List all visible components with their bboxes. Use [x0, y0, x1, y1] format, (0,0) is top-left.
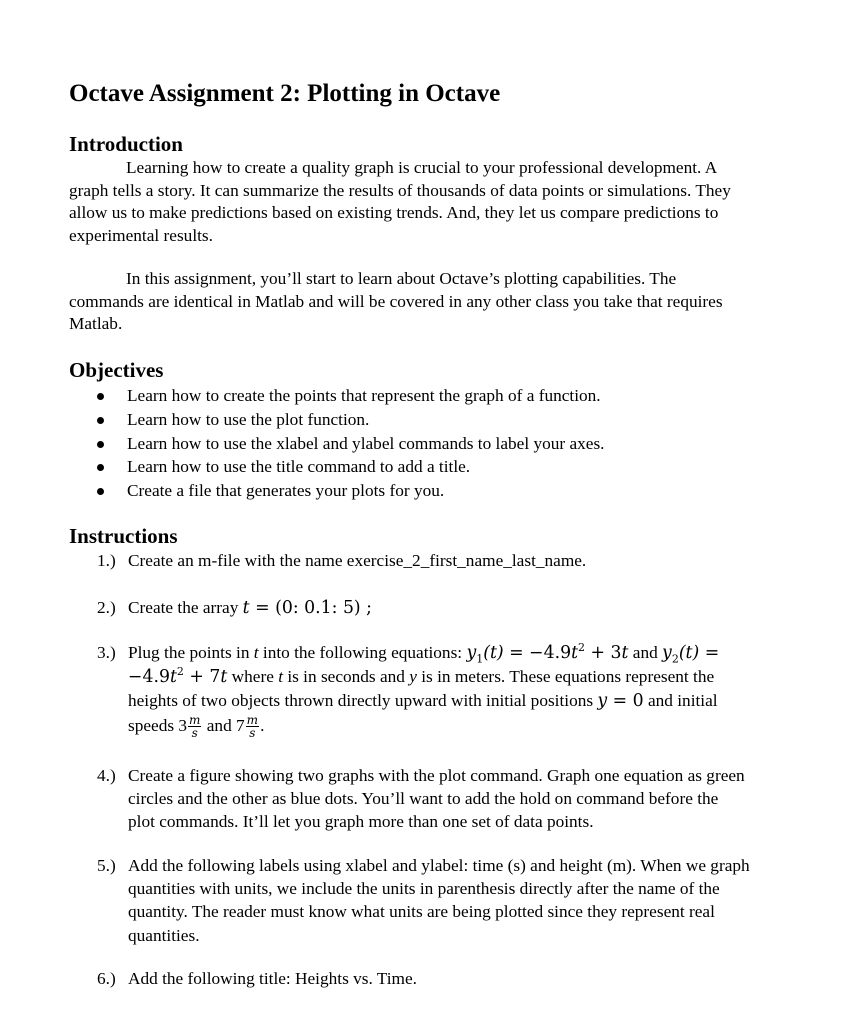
step-number: 1.) [97, 551, 116, 570]
list-item-text: Learn how to use the plot function. [127, 409, 370, 429]
math-expression: −4.9 [128, 667, 170, 688]
step-number: 5.) [97, 856, 116, 875]
step-text-line: quantities. [128, 925, 200, 945]
step-text-part: speeds 3 [128, 715, 188, 735]
introduction-paragraph-1 [69, 157, 819, 247]
instructions-heading: Instructions [69, 524, 178, 548]
math-variable: t [242, 598, 250, 618]
math-expression: + 7 [183, 667, 221, 688]
fraction-numerator: m [189, 713, 201, 728]
bullet-icon [97, 464, 104, 471]
step-number: 4.) [97, 766, 116, 785]
math-variable: y [409, 667, 417, 687]
step-text [128, 596, 372, 620]
text-line: allow us to make predictions based on existing trends. And, they let us compare predictions to [69, 203, 719, 222]
step-text-line: Add the following labels using xlabel and ylabel: time (s) and height (m). When we graph [128, 856, 750, 875]
math-superscript: 2 [578, 641, 586, 655]
step-text-line [128, 689, 719, 713]
fraction-denominator: s [191, 726, 198, 741]
bullet-icon [97, 393, 104, 400]
math-subscript: 1 [476, 652, 484, 666]
math-variable: t [253, 643, 259, 662]
step-number: 6.) [97, 969, 116, 988]
step-text-part: is in seconds and [283, 667, 410, 687]
math-expression: = (0: 0.1: 5) ; [249, 598, 372, 618]
step-number: 2.) [97, 598, 116, 617]
step-text-line [128, 641, 719, 665]
math-expression: = 0 [607, 691, 644, 712]
step-text-line [128, 665, 719, 689]
bullet-icon [97, 417, 104, 424]
text-line: commands are identical in Matlab and will be covered in any other class you take that requires [69, 291, 723, 311]
step-text-line: plot commands. It’ll let you graph more than one set of data points. [128, 812, 594, 832]
step-text-part: and [628, 643, 663, 662]
bullet-icon [97, 441, 104, 448]
bullet-icon [97, 488, 104, 495]
math-expression: (t) [678, 643, 700, 663]
fraction-numerator: m [246, 713, 259, 728]
math-variable: t [278, 667, 284, 687]
step-text-line [128, 714, 719, 740]
step-text: Create an m-file with the name exercise_2_first_name_last_name. [128, 551, 587, 570]
document-title: Octave Assignment 2: Plotting in Octave [69, 80, 501, 107]
step-text: Add the following title: Heights vs. Time. [128, 969, 417, 988]
objectives-heading: Objectives [69, 358, 164, 382]
list-item-text: Create a file that generates your plots for you. [127, 481, 445, 501]
math-expression: + 3 [585, 643, 622, 663]
introduction-paragraph-2 [69, 268, 819, 336]
math-variable: t [220, 667, 228, 688]
list-item-text: Learn how to create the points that represent the graph of a function. [127, 386, 601, 405]
step-text-part: into the following equations: [258, 643, 467, 662]
text-line: Matlab. [69, 314, 123, 333]
fraction [188, 714, 201, 739]
text-line: In this assignment, you’ll start to learn about Octave’s plotting capabilities. The [126, 269, 677, 288]
math-variable: y [466, 643, 477, 663]
math-expression: = [699, 643, 720, 663]
fraction-denominator: s [249, 726, 256, 741]
step-text-part: and initial [643, 691, 718, 711]
step-text-part: and 7 [202, 715, 245, 735]
introduction-heading: Introduction [69, 132, 183, 156]
step-text-part: Create the array [128, 598, 243, 617]
math-superscript: 2 [176, 665, 184, 679]
math-variable: t [169, 667, 177, 688]
fraction [246, 714, 259, 739]
text-line: Learning how to create a quality graph is crucial to your professional development. A [126, 158, 718, 177]
math-variable: t [571, 643, 579, 663]
text-line: graph tells a story. It can summarize the results of thousands of data points or simulations. They [69, 180, 731, 200]
step-number: 3.) [97, 643, 116, 662]
step-text-line: quantities with units, we include the units in parenthesis directly after the name of the [128, 879, 720, 899]
list-item-text: Learn how to use the xlabel and ylabel commands to label your axes. [127, 433, 605, 453]
math-variable: y [662, 643, 672, 663]
math-expression: (t) [483, 643, 504, 663]
step-text-part: where [227, 667, 279, 687]
step-text-line: Create a figure showing two graphs with the plot command. Graph one equation as green [128, 766, 745, 785]
list-item-text: Learn how to use the title command to add a title. [127, 457, 471, 477]
math-variable: t [621, 643, 629, 663]
math-variable: y [597, 691, 608, 712]
math-expression: = −4.9 [503, 643, 572, 663]
text-line: experimental results. [69, 225, 213, 245]
step-text-line: quantity. The reader must know what units are being plotted since they represent real [128, 902, 715, 922]
step-text-part: . [260, 715, 265, 735]
step-text-part: Plug the points in [128, 643, 254, 662]
step-text-part: heights of two objects thrown directly upward with initial positions [128, 691, 598, 711]
math-subscript: 2 [671, 652, 679, 666]
step-text-line: circles and the other as blue dots. You’ll want to add the hold on command before the [128, 789, 719, 809]
step-text-part: is in meters. These equations represent the [416, 667, 715, 687]
